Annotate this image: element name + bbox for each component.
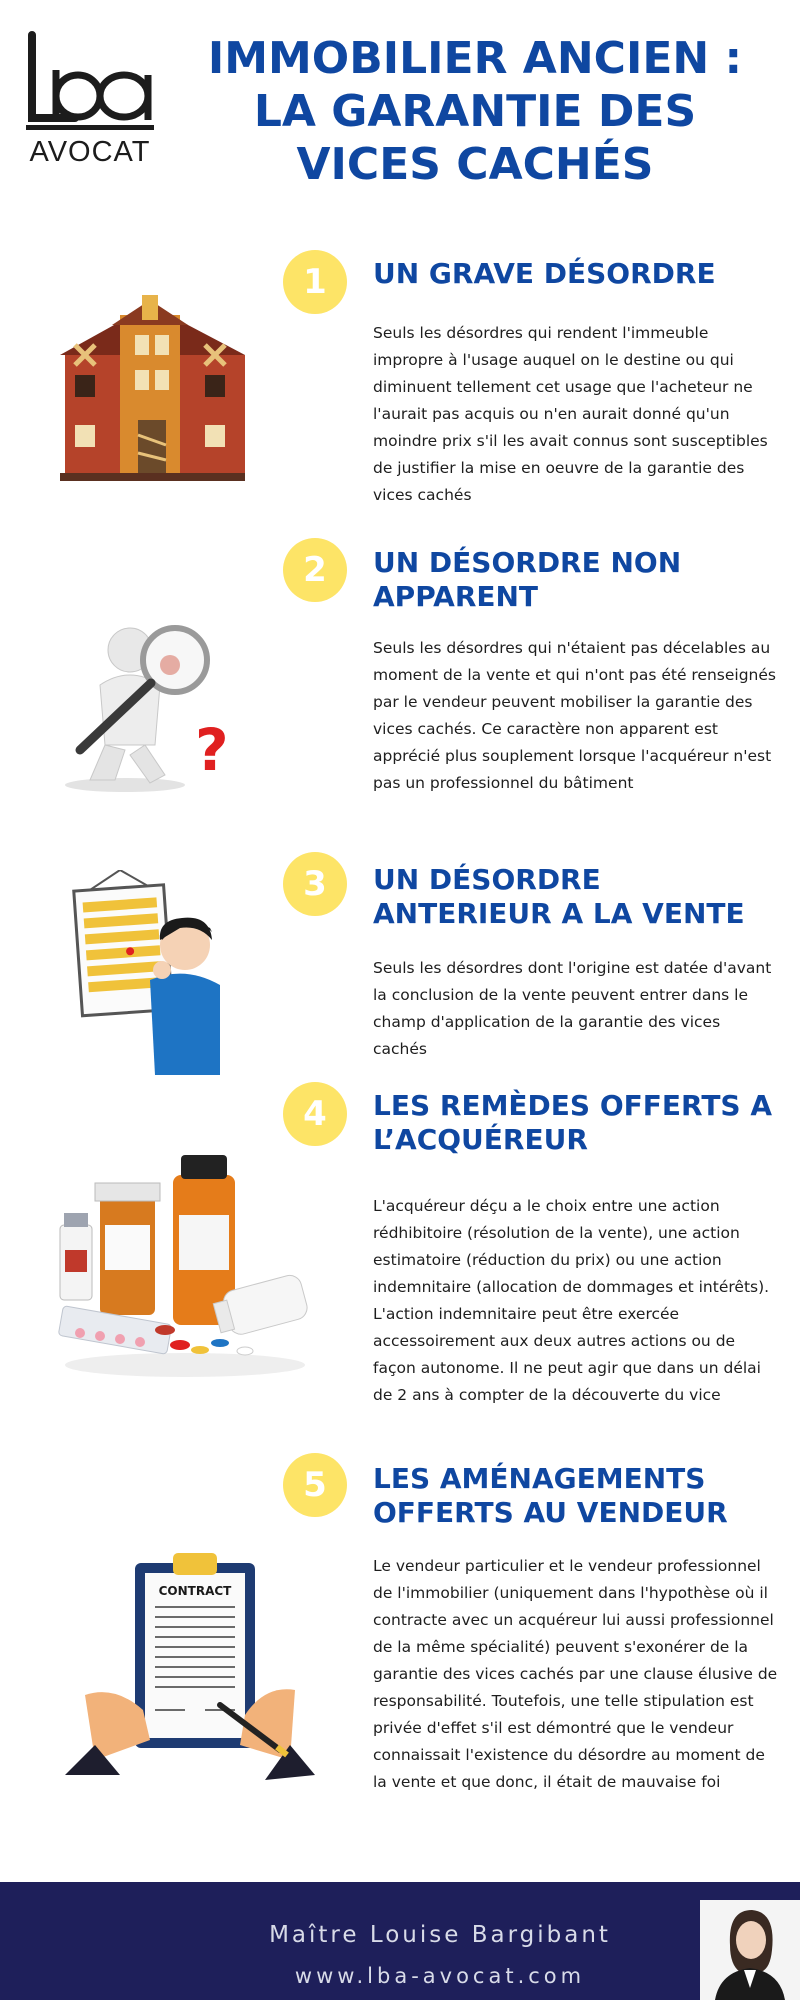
section-text: Seuls les désordres dont l'origine est datée d'avant la conclusion de la vente peuvent entrer dans le champ d'application de la garantie des vices cachés	[373, 959, 772, 1058]
section-number-badge: 1	[283, 250, 347, 314]
lba-avocat-logo	[20, 30, 170, 170]
title-line-1: IMMOBILIER ANCIEN :	[207, 33, 743, 84]
section-heading: UN DÉSORDRE ANTERIEUR A LA VENTE	[373, 863, 745, 930]
section-text: Le vendeur particulier et le vendeur professionnel de l'immobilier (uniquement dans l'hypothèse où il contracte avec un acquéreur lui aussi professionnel de la même spécialité) peuvent s'exonérer de la garantie des vices cachés par une clause élusive de responsabilité. Toutefois, une telle stipulation est privée d'effet s'il est démontré que le vendeur connaissait l'existence du désordre au moment de la vente et que donc, il était de mauvaise foi	[373, 1557, 778, 1791]
section-text: Seuls les désordres qui rendent l'immeuble impropre à l'usage auquel on le destine ou qui diminuent tellement cet usage que l'acheteur ne l'aurait pas acquis ou n'en aurait donné qu'un moindre prix s'il les avait connus sont susceptibles de justifier la mise en oeuvre de la garantie des vices cachés	[373, 324, 768, 504]
medicine-bottles-icon	[55, 1155, 320, 1384]
section-number-badge: 2	[283, 538, 347, 602]
website-url[interactable]: www.lba-avocat.com	[294, 1964, 586, 1988]
calendar-thinking-man-icon	[70, 870, 230, 1079]
page-title	[200, 32, 750, 191]
lba-logo-mark	[20, 30, 170, 140]
contract-label: CONTRACT	[158, 1584, 232, 1598]
section-text: L'acquéreur déçu a le choix entre une action rédhibitoire (résolution de la vente), une action estimatoire (réduction du prix) ou une action indemnitaire (allocation de dommages et intérêts). L'action indemnitaire peut être exercée accessoirement aux deux autres actions ou de façon autonome. Il ne peut agir que dans un délai de 2 ans à compter de la découverte du vice	[373, 1197, 770, 1404]
section-heading: UN GRAVE DÉSORDRE	[373, 257, 716, 290]
title-line-3: VICES CACHÉS	[296, 139, 654, 190]
section-number-badge: 3	[283, 852, 347, 916]
section-number-badge: 4	[283, 1082, 347, 1146]
section-text: Seuls les désordres qui n'étaient pas décelables au moment de la vente et qui n'ont pas été renseignés par le vendeur peuvent mobiliser la garantie des vices cachés. Ce caractère non apparent est apprécié plus souplement lorsque l'acquéreur n'est pas un professionnel du bâtiment	[373, 639, 776, 792]
svg-text:?: ?	[195, 716, 229, 784]
section-heading: UN DÉSORDRE NON APPARENT	[373, 546, 682, 613]
lawyer-name: Maître Louise Bargibant	[269, 1922, 611, 1948]
section-number-badge: 5	[283, 1453, 347, 1517]
magnifying-glass-figure-icon	[45, 615, 245, 799]
title-line-2: LA GARANTIE DES	[253, 86, 697, 137]
section-heading: LES REMÈDES OFFERTS A L’ACQUÉREUR	[373, 1089, 773, 1156]
contract-clipboard-icon	[65, 1545, 315, 1799]
logo-subtitle: AVOCAT	[29, 136, 151, 168]
lawyer-portrait	[700, 1900, 800, 2000]
footer-banner	[0, 1882, 800, 2000]
section-heading: LES AMÉNAGEMENTS OFFERTS AU VENDEUR	[373, 1462, 728, 1529]
damaged-house-icon	[50, 295, 255, 489]
